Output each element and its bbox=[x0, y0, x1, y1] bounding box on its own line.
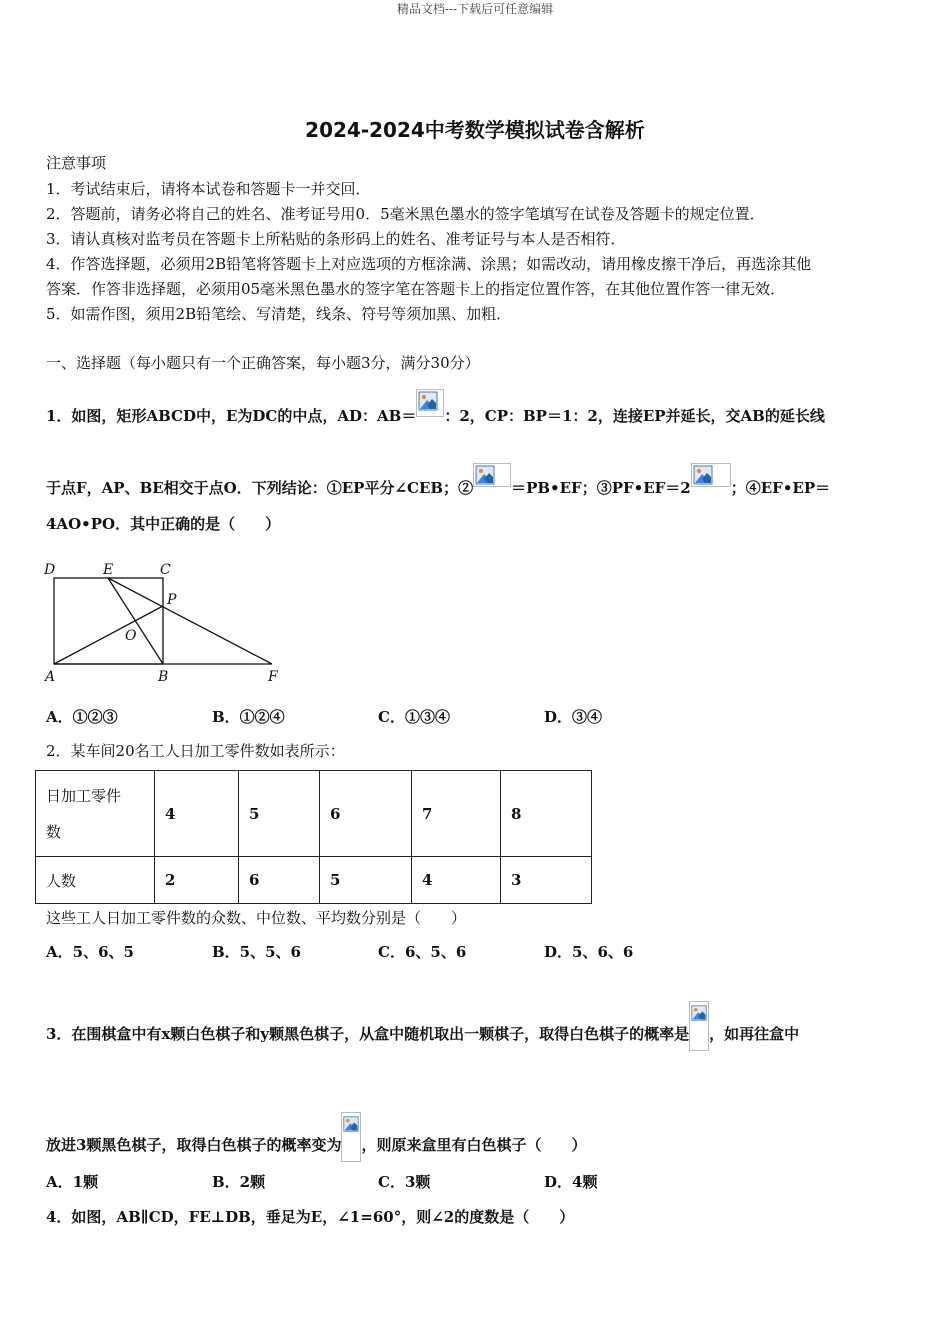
q1-option-b[interactable]: B．①②④ bbox=[212, 708, 285, 726]
q1-option-a[interactable]: A．①②③ bbox=[46, 708, 118, 726]
q2-option-d[interactable]: D．5、6、6 bbox=[544, 943, 634, 961]
q3-line2-a: 放进3颗黑色棋子，取得白色棋子的概率变为 bbox=[46, 1136, 342, 1154]
q2-table bbox=[35, 770, 592, 904]
q3-line1-a: 3．在围棋盒中有x颗白色棋子和y颗黑色棋子，从盒中随机取出一颗棋子，取得白色棋子的概率是 bbox=[46, 1025, 690, 1043]
rectangle-abcd bbox=[54, 578, 163, 664]
q2-option-b[interactable]: B．5、5、6 bbox=[212, 943, 301, 961]
q1-option-d[interactable]: D．③④ bbox=[544, 708, 603, 726]
q3-option-d[interactable]: D．4颗 bbox=[544, 1173, 598, 1191]
table-cell: 8 bbox=[501, 771, 592, 857]
q4-stem: 4．如图，AB∥CD，FE⊥DB，垂足为E，∠1=60°，则∠2的度数是（ ） bbox=[46, 1208, 575, 1226]
table-cell: 6 bbox=[239, 857, 320, 904]
notice-item-5: 5．如需作图，须用2B铅笔绘、写清楚，线条、符号等须加黑、加粗． bbox=[46, 305, 512, 323]
q1-line2-b: ＝PB•EF；③PF•EF＝2 bbox=[511, 479, 691, 497]
label-o: O bbox=[125, 628, 137, 644]
q2-row1-header-a: 日加工零件 bbox=[46, 786, 122, 805]
broken-image-icon bbox=[341, 1112, 361, 1162]
notice-item-2: 2．答题前，请务必将自己的姓名、准考证号用0．5毫米黑色墨水的签字笔填写在试卷及答题卡的规定位置． bbox=[46, 205, 765, 223]
broken-image-icon bbox=[691, 463, 731, 487]
table-cell: 5 bbox=[320, 857, 412, 904]
q3-option-b[interactable]: B．2颗 bbox=[212, 1173, 266, 1191]
broken-image-icon bbox=[689, 1001, 709, 1051]
q1-line2-c: ；④EF•EP＝ bbox=[730, 479, 831, 497]
label-p: P bbox=[167, 592, 177, 608]
q1-geometry-figure bbox=[40, 558, 290, 688]
table-cell: 2 bbox=[155, 857, 239, 904]
notice-item-3: 3．请认真核对监考员在答题卡上所粘贴的条形码上的姓名、准考证号与本人是否相符． bbox=[46, 230, 626, 248]
line-ap bbox=[54, 606, 163, 664]
q1-line2-a: 于点F，AP、BE相交于点O．下列结论：①EP平分∠CEB；② bbox=[46, 479, 474, 497]
label-b: B bbox=[158, 669, 169, 685]
notice-item-1: 1．考试结束后，请将本试卷和答题卡一并交回． bbox=[46, 180, 371, 198]
table-header-cell: 人数 bbox=[36, 857, 155, 904]
label-c: C bbox=[160, 562, 171, 578]
q2-question: 这些工人日加工零件数的众数、中位数、平均数分别是（ ） bbox=[46, 909, 467, 927]
q1-line1 bbox=[46, 389, 825, 426]
q1-options bbox=[46, 706, 710, 727]
table-cell: 6 bbox=[320, 771, 412, 857]
table-cell: 5 bbox=[239, 771, 320, 857]
table-cell: 4 bbox=[412, 857, 501, 904]
broken-image-icon bbox=[416, 389, 444, 417]
table-cell: 4 bbox=[155, 771, 239, 857]
q1-line1-a: 1．如图，矩形ABCD中，E为DC的中点，AD：AB＝ bbox=[46, 407, 417, 425]
table-cell: 7 bbox=[412, 771, 501, 857]
q3-line1-b: ，如再往盒中 bbox=[709, 1025, 800, 1043]
line-ef bbox=[108, 578, 272, 664]
table-header-cell bbox=[36, 771, 155, 857]
q2-row1-header-b: 数 bbox=[46, 822, 62, 841]
q2-stem: 2．某车间20名工人日加工零件数如表所示： bbox=[46, 742, 345, 760]
q1-line3: 4AO•PO．其中正确的是（ ） bbox=[46, 515, 281, 533]
broken-image-icon bbox=[473, 463, 511, 487]
notice-item-4-cont: 答案．作答非选择题，必须用05毫米黑色墨水的签字笔在答题卡上的指定位置作答，在其他位置作答一律无效． bbox=[46, 280, 786, 298]
notice-item-4: 4．作答选择题，必须用2B铅笔将答题卡上对应选项的方框涂满、涂黑；如需改动，请用橡皮擦干净后，再选涂其他 bbox=[46, 255, 812, 273]
page-header: 精品文档---下载后可任意编辑 bbox=[396, 2, 554, 16]
q3-line1 bbox=[46, 1001, 799, 1051]
section-heading: 一、选择题（每小题只有一个正确答案，每小题3分，满分30分） bbox=[46, 354, 480, 372]
q1-option-c[interactable]: C．①③④ bbox=[378, 708, 450, 726]
label-e: E bbox=[103, 562, 114, 578]
q3-option-a[interactable]: A．1颗 bbox=[46, 1173, 99, 1191]
q1-line2 bbox=[46, 463, 830, 498]
q1-line1-b: ：2，CP：BP＝1：2，连接EP并延长，交AB的延长线 bbox=[444, 407, 825, 425]
table-cell: 3 bbox=[501, 857, 592, 904]
table-row bbox=[36, 857, 592, 904]
q2-option-a[interactable]: A．5、6、5 bbox=[46, 943, 134, 961]
q3-line2 bbox=[46, 1112, 586, 1162]
q3-option-c[interactable]: C．3颗 bbox=[378, 1173, 431, 1191]
page-title: 2024-2024中考数学模拟试卷含解析 bbox=[305, 118, 645, 142]
q3-line2-b: ，则原来盒里有白色棋子（ ） bbox=[361, 1136, 587, 1154]
label-d: D bbox=[44, 562, 56, 578]
q3-options bbox=[46, 1171, 710, 1192]
q2-option-c[interactable]: C．6、5、6 bbox=[378, 943, 467, 961]
label-a: A bbox=[45, 669, 56, 685]
table-row bbox=[36, 771, 592, 857]
q2-options bbox=[46, 941, 710, 962]
label-f: F bbox=[268, 669, 278, 685]
notice-heading: 注意事项 bbox=[46, 154, 107, 172]
